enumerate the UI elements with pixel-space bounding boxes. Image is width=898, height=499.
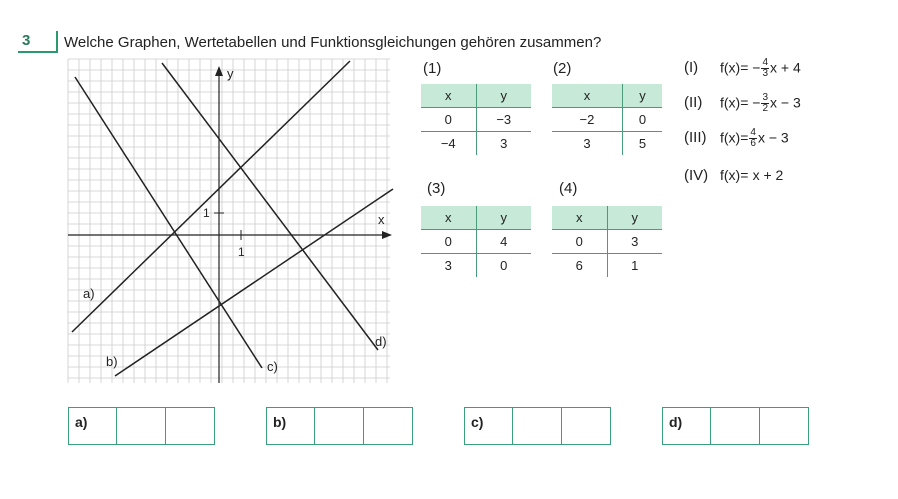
x-axis-label: x [378,212,385,227]
answer-cell-table[interactable] [513,408,562,444]
equation-suffix: x − 3 [770,94,801,111]
line-c-label: c) [267,359,278,374]
equation-fraction [749,128,757,149]
table-header-y: y [622,84,662,108]
value-table-1 [421,84,531,155]
answer-cell-equation[interactable] [166,408,214,444]
line-c [75,77,262,368]
table-header-y: y [476,206,531,230]
task-question: Welche Graphen, Wertetabellen und Funktionsgleichungen gehören zusammen? [64,34,602,51]
table-cell: 0 [421,108,476,132]
equation-number: (IV) [684,167,709,184]
answer-cell-table[interactable] [117,408,166,444]
task-number: 3 [22,32,31,49]
equation-2 [684,93,801,114]
equation-prefix: f(x)= − [720,59,761,76]
equation-prefix: f(x)= − [720,94,761,111]
table-cell: 0 [421,230,476,254]
table-2-label: (2) [553,60,572,77]
table-cell: 0 [622,108,662,132]
table-cell: 3 [421,254,476,278]
fraction-denominator: 3 [762,68,769,79]
equation-number: (I) [684,59,699,77]
table-header-x: x [421,84,476,108]
answer-label: d) [663,408,711,444]
table-cell: 5 [622,132,662,156]
table-header-y: y [476,84,531,108]
fraction-numerator: 4 [750,127,756,138]
equation-fraction [761,58,769,79]
equation-4 [684,167,783,184]
table-cell: 1 [607,254,662,278]
fraction-numerator: 4 [762,57,769,68]
answer-box-c [464,407,611,445]
value-table-3 [421,206,531,277]
answer-cell-equation[interactable] [562,408,610,444]
answer-box-b [266,407,413,445]
equation-fraction [761,93,769,114]
fraction-numerator: 3 [762,92,769,103]
line-labels [83,286,387,374]
answer-cell-table[interactable] [711,408,760,444]
table-cell: 3 [607,230,662,254]
value-table-4 [552,206,662,277]
equation-3 [684,128,789,149]
table-1-label: (1) [423,60,442,77]
equation-suffix: x + 2 [752,167,784,183]
x-tick-label: 1 [238,245,245,259]
table-cell: 4 [476,230,531,254]
table-header-x: x [421,206,476,230]
table-cell: 0 [552,230,607,254]
line-d-label: d) [375,334,387,349]
table-cell: −2 [552,108,622,132]
table-cell: 0 [476,254,531,278]
table-cell: 3 [476,132,531,156]
y-axis-label: y [227,66,234,81]
equation-prefix: f(x)= [720,129,749,146]
table-4-label: (4) [559,180,578,197]
line-b-label: b) [106,354,118,369]
line-a-label: a) [83,286,95,301]
equation-suffix: x − 3 [757,129,789,146]
answer-cell-table[interactable] [315,408,364,444]
line-b [115,189,393,376]
answer-cell-equation[interactable] [760,408,808,444]
grid [68,59,390,383]
table-cell: −4 [421,132,476,156]
line-d [162,63,378,350]
answer-box-d [662,407,809,445]
table-header-x: x [552,206,607,230]
answer-box-a [68,407,215,445]
table-header-x: x [552,84,622,108]
table-cell: 3 [552,132,622,156]
table-cell: 6 [552,254,607,278]
table-header-y: y [607,206,662,230]
answer-label: c) [465,408,513,444]
fraction-denominator: 6 [750,138,756,149]
graph-lines [72,61,393,376]
value-table-2 [552,84,662,155]
equation-1 [684,58,801,79]
table-cell: −3 [476,108,531,132]
table-3-label: (3) [427,180,446,197]
fraction-denominator: 2 [762,103,769,114]
answer-cell-equation[interactable] [364,408,412,444]
equation-number: (III) [684,129,707,147]
y-tick-label: 1 [203,206,210,220]
answer-label: a) [69,408,117,444]
answer-label: b) [267,408,315,444]
equation-suffix: x + 4 [770,59,801,76]
equation-prefix: f(x)= [720,167,749,183]
equation-number: (II) [684,94,703,112]
